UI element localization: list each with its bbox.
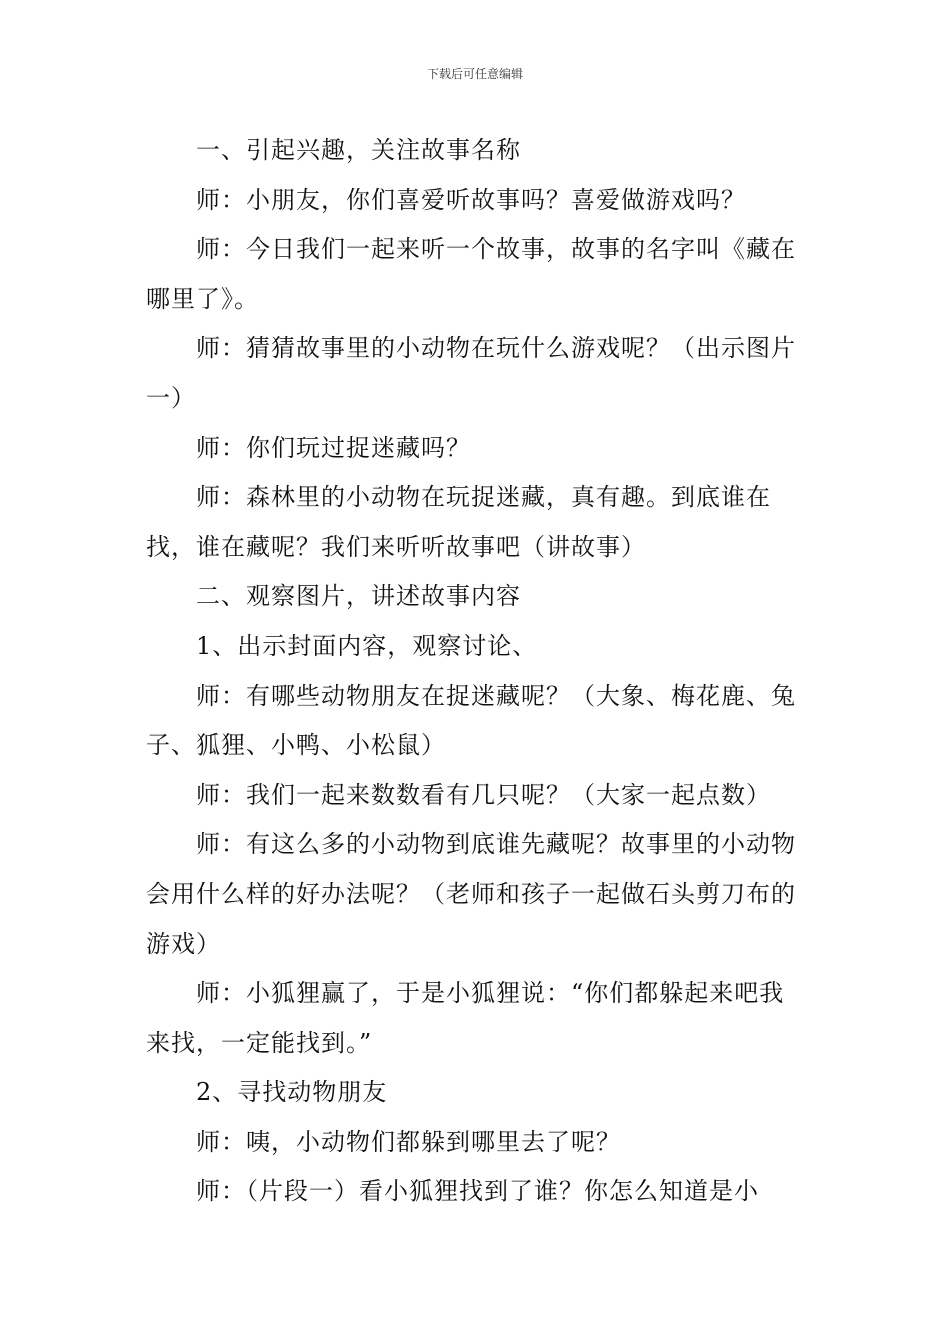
- page-header: 下载后可任意编辑: [426, 67, 523, 81]
- paragraph: 师：你们玩过捉迷藏吗？: [196, 433, 471, 462]
- subsection-heading-2: 2、寻找动物朋友: [196, 1078, 388, 1107]
- section-heading-1: 一、引起兴趣，关注故事名称: [196, 136, 521, 164]
- paragraph: 师：（片段一）看小狐狸找到了谁？你怎么知道是小: [196, 1177, 759, 1206]
- paragraph: 师：森林里的小动物在玩捉迷藏，真有趣。到底谁在找，谁在藏呢？我们来听听故事吧（讲故事）: [146, 483, 771, 561]
- paragraph: 师：小狐狸赢了，于是小狐狸说：“你们都躲起来吧我来找，一定能找到。”: [146, 979, 785, 1057]
- paragraph: 师：有哪些动物朋友在捉迷藏呢？（大象、梅花鹿、兔子、狐狸、小鸭、小松鼠）: [146, 681, 796, 760]
- paragraph: 师：我们一起来数数看有几只呢？（大家一起点数）: [196, 780, 771, 809]
- document-body: [146, 126, 808, 1217]
- paragraph: 师：猜猜故事里的小动物在玩什么游戏呢？（出示图片一）: [146, 334, 796, 412]
- paragraph: 师：小朋友，你们喜爱听故事吗？喜爱做游戏吗？: [196, 185, 746, 214]
- paragraph: 师：咦，小动物们都躲到哪里去了呢？: [196, 1127, 621, 1156]
- paragraph: 师：有这么多的小动物到底谁先藏呢？故事里的小动物会用什么样的好办法呢？（老师和孩子一起做石头剪刀布的游戏）: [146, 830, 796, 958]
- section-heading-2: 二、观察图片，讲述故事内容: [196, 582, 521, 611]
- paragraph: 师：今日我们一起来听一个故事，故事的名字叫《藏在哪里了》。: [146, 235, 796, 313]
- subsection-heading-1: 1、出示封面内容，观察讨论、: [196, 631, 538, 660]
